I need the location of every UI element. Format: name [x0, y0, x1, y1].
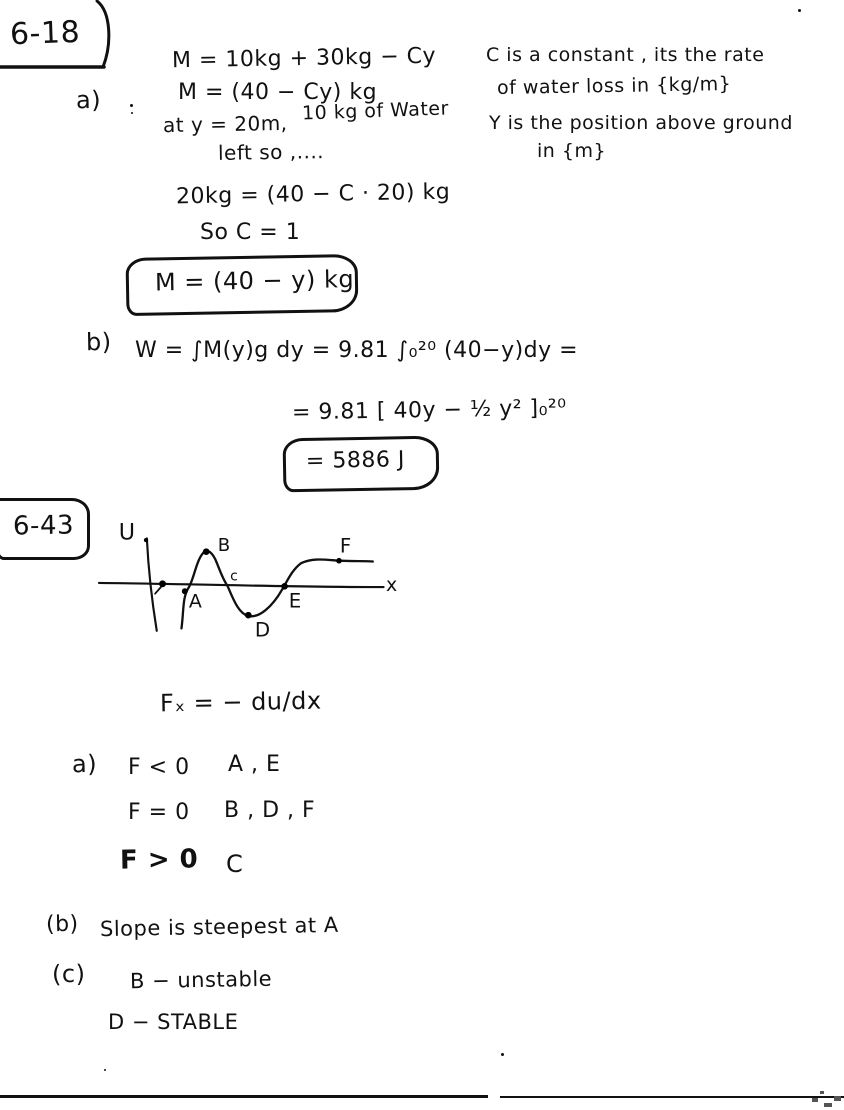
- problem-number-6-43: 6-43: [12, 510, 75, 542]
- potential-energy-graph: [85, 512, 485, 682]
- eq-c-result: So C = 1: [200, 220, 301, 245]
- note-constant-line1: C is a constant , its the rate: [486, 44, 765, 66]
- point-label-D: D: [254, 618, 271, 642]
- note-position-line1: Y is the position above ground: [489, 112, 793, 134]
- point-dot-E: [281, 583, 288, 590]
- noise-dot-4: [501, 1053, 504, 1056]
- eq-condition-line-cont: 10 kg of Water: [301, 97, 450, 125]
- boxed-answer-work-text: = 5886 J: [305, 447, 406, 474]
- force-zero-condition: F = 0: [128, 800, 190, 825]
- boxed-answer-work: [283, 436, 440, 493]
- eq-mass-line1: M = 10kg + 30kg − Cy: [171, 43, 437, 74]
- eq-solve-line: 20kg = (40 − C · 20) kg: [175, 179, 451, 210]
- force-zero-points: B , D , F: [224, 798, 316, 823]
- force-negative-points: A , E: [228, 752, 281, 777]
- corner-speck-1: [812, 1098, 818, 1102]
- point-dot-F: [336, 558, 342, 564]
- point-label-F: F: [339, 534, 352, 558]
- corner-speck-3: [834, 1096, 841, 1101]
- part-c-label: (c): [51, 959, 86, 989]
- noise-dot-3: [798, 9, 801, 12]
- noise-dot-5: [104, 1069, 106, 1071]
- axis-origin-tick: [155, 587, 161, 594]
- point-dot-B: [203, 548, 210, 555]
- force-negative-condition: F < 0: [128, 755, 190, 780]
- point-label-E: E: [288, 589, 302, 613]
- u-axis-label: U: [118, 519, 136, 546]
- x-axis-label: x: [386, 574, 398, 597]
- boxed-answer-mass: [126, 254, 359, 316]
- problem-number-6-18: 6-18: [9, 14, 81, 53]
- point-dot-D: [245, 612, 252, 619]
- part-c-answer-D: D − STABLE: [108, 1010, 239, 1034]
- work-eval-line: = 9.81 [ 40y − ½ y² ]₀²⁰: [291, 395, 567, 426]
- corner-speck-4: [820, 1091, 824, 1094]
- problem-box-6-43: [0, 498, 90, 560]
- point-label-B: B: [217, 534, 231, 556]
- part-b-answer: Slope is steepest at A: [99, 912, 339, 942]
- eq-mass-line2: M = (40 − Cy) kg: [178, 80, 378, 105]
- note-position-line2: in {m}: [537, 140, 607, 162]
- part-a-label: a): [75, 85, 102, 115]
- eq-condition-line: at y = 20m,: [162, 110, 288, 138]
- part-a-label-643: a): [71, 749, 98, 779]
- scan-artifact-line-left: [0, 1095, 488, 1098]
- x-axis: [99, 583, 384, 587]
- potential-curve: [181, 551, 372, 628]
- part-c-answer-B: B − unstable: [129, 966, 273, 994]
- force-equation: Fₓ = − du/dx: [159, 686, 322, 718]
- force-positive-points: C: [226, 850, 244, 878]
- boxed-answer-mass-text: M = (40 − y) kg: [154, 265, 355, 297]
- point-label-A: A: [188, 590, 202, 613]
- scan-artifact-line-right: [500, 1096, 844, 1098]
- work-integral-line: W = ∫M(y)g dy = 9.81 ∫₀²⁰ (40−y)dy =: [135, 338, 579, 363]
- left-so-line: left so ,....: [217, 139, 325, 165]
- noise-dot-2: [131, 112, 133, 114]
- corner-speck-2: [824, 1103, 832, 1107]
- part-b-label-643: (b): [45, 911, 79, 938]
- u-axis-top-dot: [144, 538, 148, 542]
- part-b-label: b): [85, 327, 112, 357]
- force-positive-condition: F > 0: [119, 844, 199, 876]
- axis-origin-dot: [159, 580, 166, 587]
- point-dot-A: [182, 588, 188, 594]
- point-label-c: c: [230, 568, 238, 585]
- note-constant-line2: of water loss in {kg/m}: [496, 72, 732, 100]
- noise-dot-1: [130, 104, 133, 107]
